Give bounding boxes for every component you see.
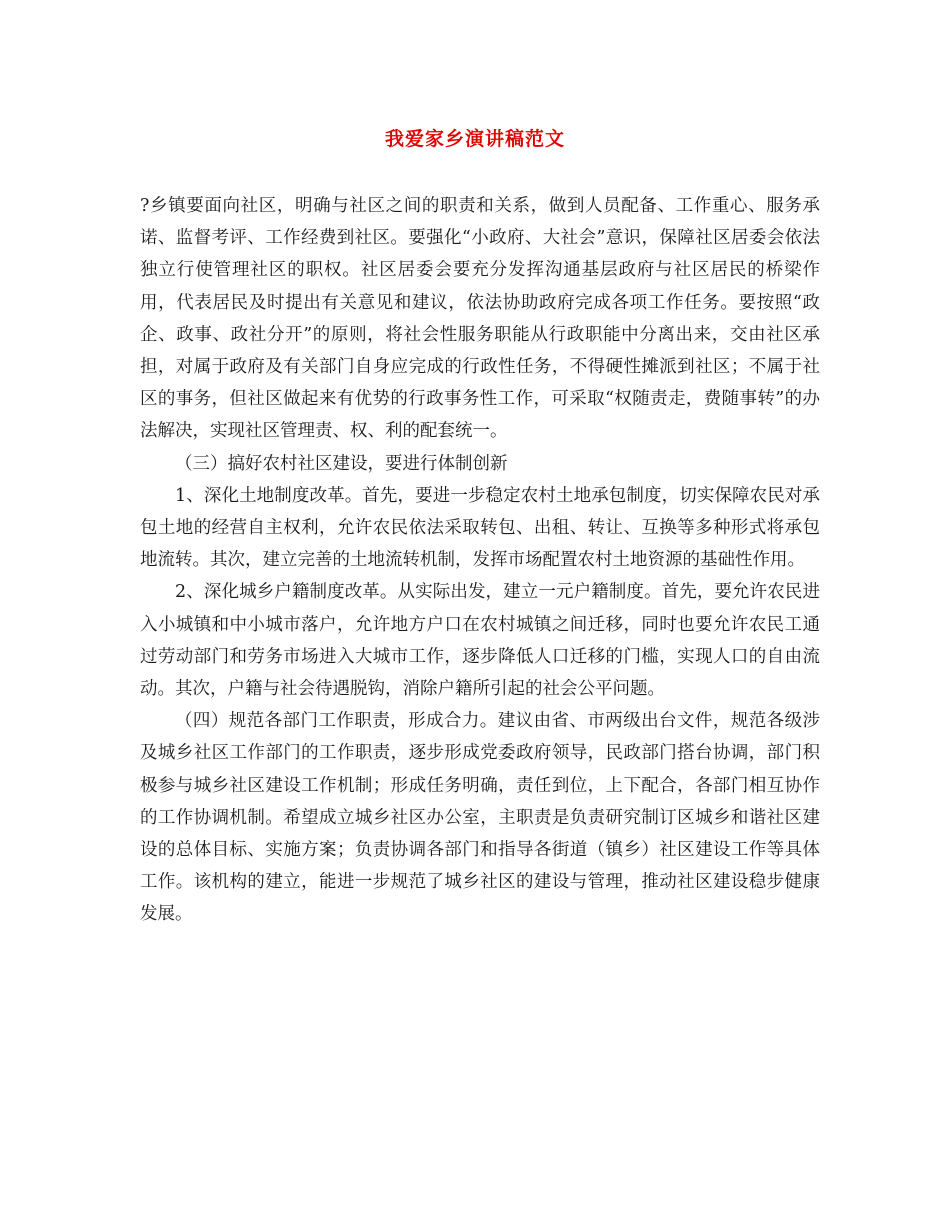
paragraph-1: ?乡镇要面向社区，明确与社区之间的职责和关系，做到人员配备、工作重心、服务承诺、监督考评、工作经费到社区。要强化“小政府、大社会”意识，保障社区居委会依法独立行使管理社区的职权。社区居委会要充分发挥沟通基层政府与社区居民的桥梁作用，代表居民及时提出有关意见和建议，依法协助政府完成各项工作任务。要按照“政企、政事、政社分开”的原则，将社会性服务职能从行政职能中分离出来，交由社区承担，对属于政府及有关部门自身应完成的行政性任务，不得硬性摊派到社区；不属于社区的事务，但社区做起来有优势的行政事务性工作，可采取“权随责走，费随事转”的办法解决，实现社区管理责、权、利的配套统一。 bbox=[140, 196, 820, 442]
document-title: 我爱家乡演讲稿范文 bbox=[384, 128, 565, 150]
document-body bbox=[140, 190, 820, 931]
paragraph-4: 2、深化城乡户籍制度改革。从实际出发，建立一元户籍制度。首先，要允许农民进入小城镇和中小城市落户，允许地方户口在农村城镇之间迁移，同时也要允许农民工通过劳动部门和劳务市场进入大城市工作，逐步降低人口迁移的门槛，实现人口的自由流动。其次，户籍与社会待遇脱钩，消除户籍所引起的社会公平问题。 bbox=[140, 582, 820, 700]
paragraph-5: （四）规范各部门工作职责，形成合力。建议由省、市两级出台文件，规范各级涉及城乡社区工作部门的工作职责，逐步形成党委政府领导，民政部门搭台协调，部门积极参与城乡社区建设工作机制；形成任务明确，责任到位，上下配合，各部门相互协作的工作协调机制。希望成立城乡社区办公室，主职责是负责研究制订区城乡和谐社区建设的总体目标、实施方案；负责协调各部门和指导各街道（镇乡）社区建设工作等具体工作。该机构的建立，能进一步规范了城乡社区的建设与管理，推动社区建设稳步健康发展。 bbox=[140, 711, 820, 925]
paragraph-2: （三）搞好农村社区建设，要进行体制创新 bbox=[175, 453, 508, 474]
paragraph-3: 1、深化土地制度改革。首先，要进一步稳定农村土地承包制度，切实保障农民对承包土地的经营自主权利，允许农民依法采取转包、出租、转让、互换等多种形式将承包地流转。其次，建立完善的土地流转机制，发挥市场配置农村土地资源的基础性作用。 bbox=[140, 485, 820, 571]
